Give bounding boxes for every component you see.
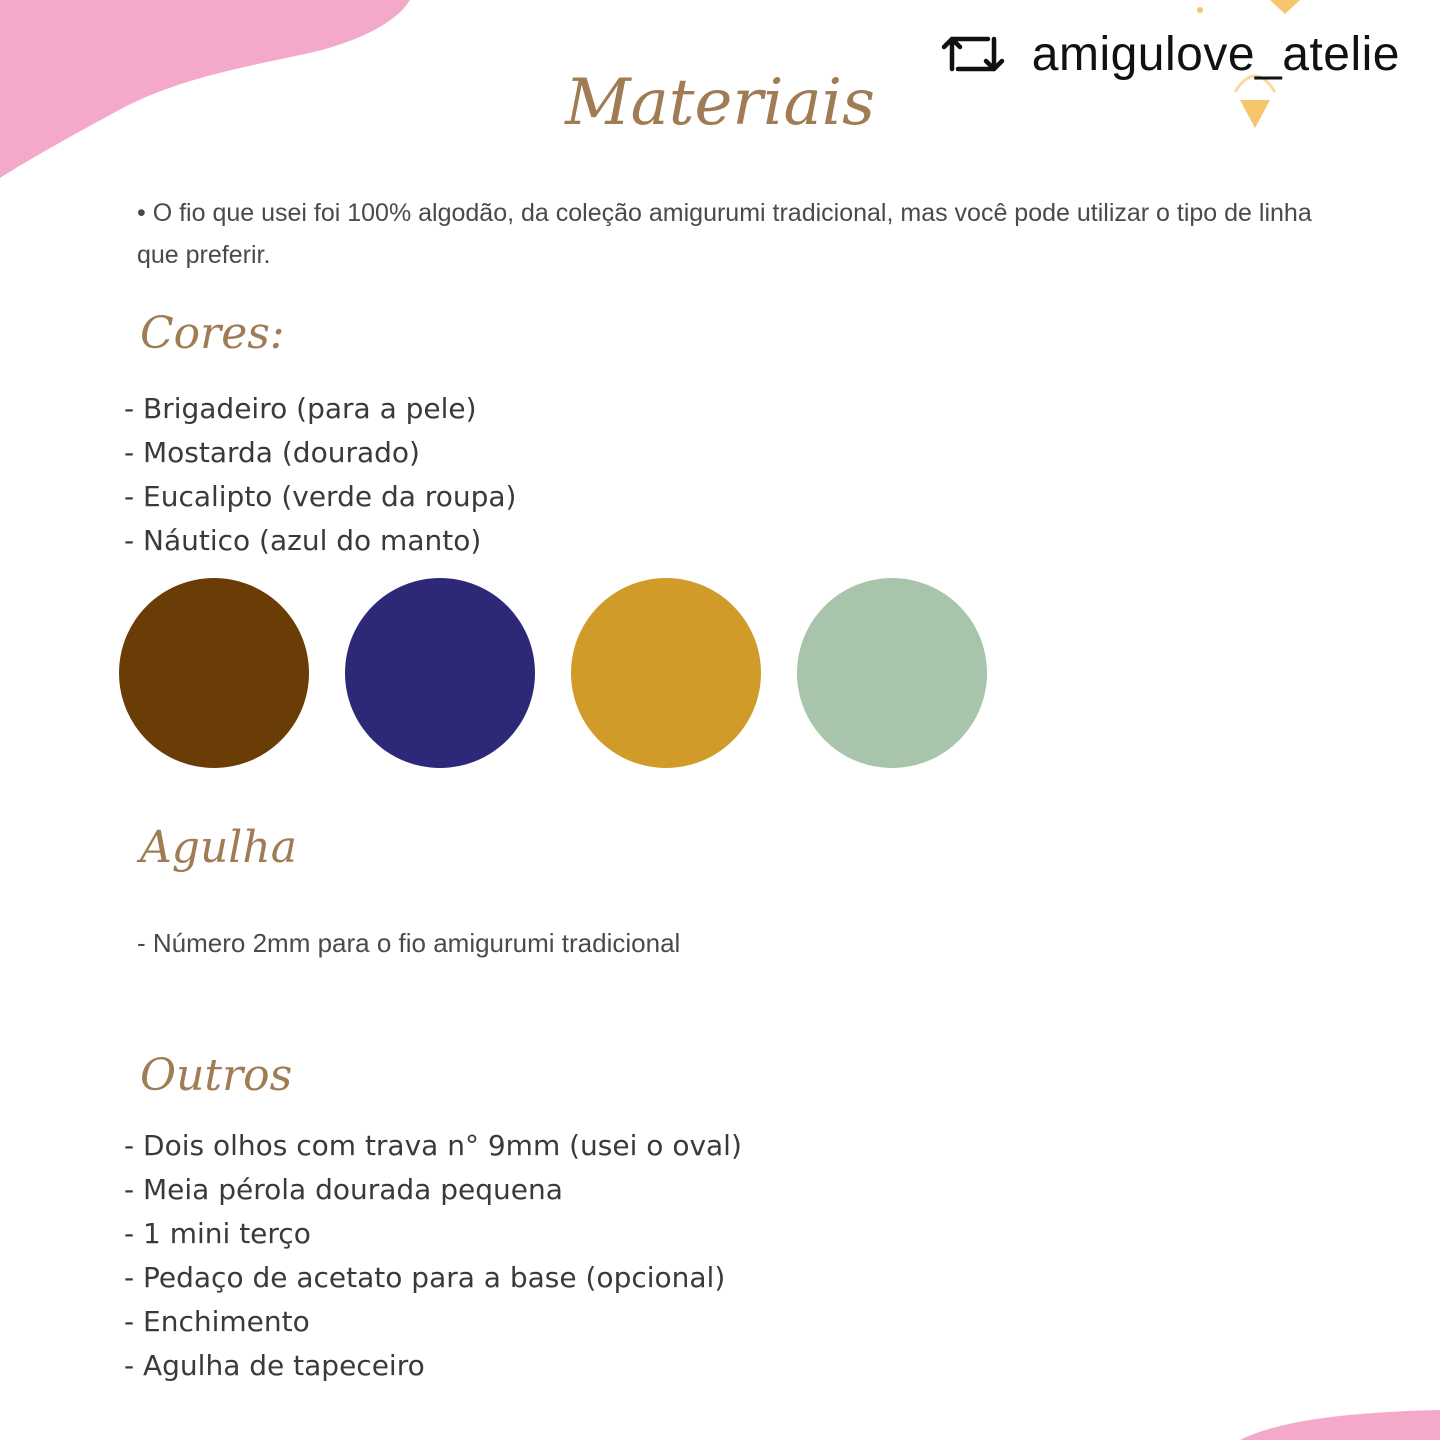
swatch-nautico <box>345 578 535 768</box>
needle-heading: Agulha <box>140 822 297 873</box>
others-heading: Outros <box>140 1050 293 1101</box>
color-item: - Brigadeiro (para a pele) <box>124 392 477 425</box>
colors-list <box>124 387 516 563</box>
swatch-mostarda <box>571 578 761 768</box>
other-item: - Meia pérola dourada pequena <box>124 1173 563 1206</box>
color-item: - Náutico (azul do manto) <box>124 524 482 557</box>
intro-text: • O fio que usei foi 100% algodão, da coleção amigurumi tradicional, mas você pode utilizar o tipo de linha que preferir. <box>137 199 1312 269</box>
other-item: - Pedaço de acetato para a base (opcional) <box>124 1261 726 1294</box>
other-item: - 1 mini terço <box>124 1217 311 1250</box>
pink-blob-decoration-bottom <box>1240 1410 1440 1440</box>
swatch-brigadeiro <box>119 578 309 768</box>
swatch-eucalipto <box>797 578 987 768</box>
others-list <box>124 1124 742 1388</box>
color-item: - Mostarda (dourado) <box>124 436 420 469</box>
colors-heading: Cores: <box>140 308 285 359</box>
other-item: - Enchimento <box>124 1305 310 1338</box>
page-title: Materiais <box>565 66 875 140</box>
other-item: - Agulha de tapeceiro <box>124 1349 425 1382</box>
repost-username[interactable]: amigulove_atelie <box>1031 27 1400 81</box>
other-item: - Dois olhos com trava n° 9mm (usei o oval) <box>124 1129 742 1162</box>
needle-text: - Número 2mm para o fio amigurumi tradicional <box>137 928 681 958</box>
color-item: - Eucalipto (verde da roupa) <box>124 480 517 513</box>
